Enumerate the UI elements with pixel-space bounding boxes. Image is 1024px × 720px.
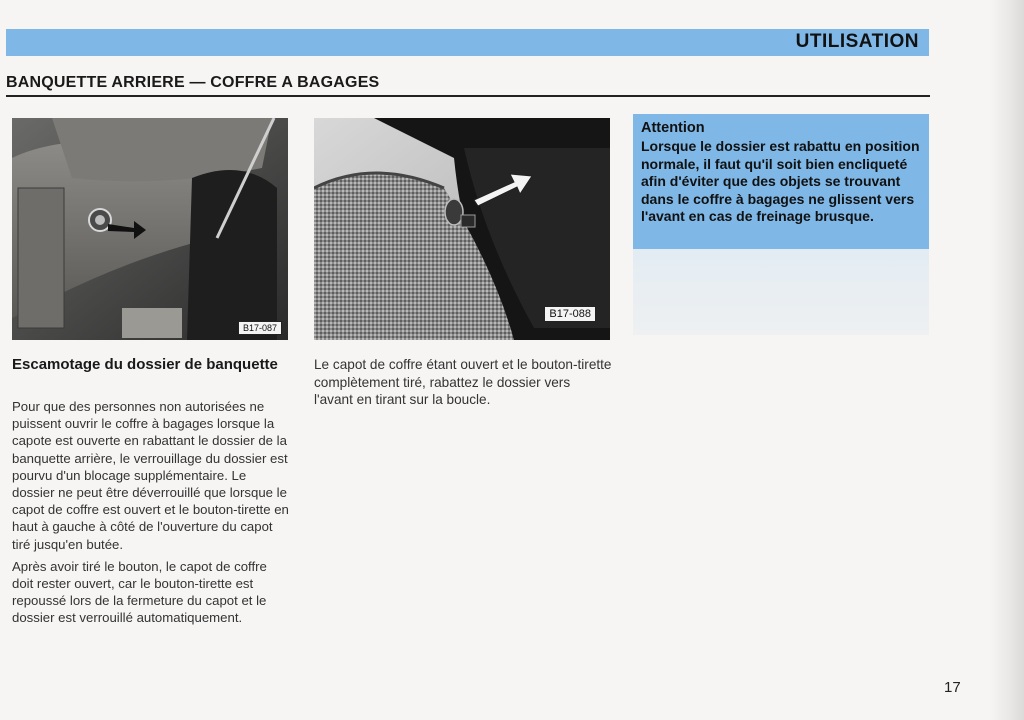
- attention-box: [633, 114, 929, 249]
- page-edge-shadow: [990, 0, 1024, 720]
- attention-box-shadow: [633, 249, 929, 335]
- figure-code: B17-087: [238, 321, 282, 335]
- figure-trunk-release: [12, 118, 288, 340]
- section-header-band: [6, 29, 929, 56]
- paragraph: Après avoir tiré le bouton, le capot de coffre doit rester ouvert, car le bouton-tirette est repoussé lors de la fermeture du capot et le dossier est verrouillé automatiquement.: [12, 558, 267, 626]
- column1-body: [12, 398, 290, 632]
- figure-seat-latch: [314, 118, 610, 340]
- page-number: 17: [944, 679, 961, 696]
- column2-body: Le capot de coffre étant ouvert et le bouton-tirette complètement tiré, rabattez le dossier vers l'avant en tirant sur la boucle.: [314, 357, 612, 407]
- paragraph: Pour que des personnes non autorisées ne puissent ouvrir le coffre à bagages lorsque la capote est ouverte en rabattant le dossier de la banquette arrière, le verrouillage du dossier est pourvu d'un blocage supplémentaire. Le dossier ne peut être déverrouillé que lorsque le capot de coffre est ouvert et le bouton-tirette en haut à gauche à côté de l'ouverture du capot tiré jusqu'en butée.: [12, 399, 289, 552]
- car-trunk-release-button-photo: [12, 118, 288, 340]
- title-divider: [6, 95, 930, 97]
- page-title: BANQUETTE ARRIERE — COFFRE A BAGAGES: [6, 74, 380, 91]
- attention-title: Attention: [641, 120, 705, 136]
- attention-text: Lorsque le dossier est rabattu en position normale, il faut qu'il soit bien encliqueté afin d'éviter que des objets se trouvant dans le coffre à bagages ne glissent vers l'avant en cas de freinage brusque.: [641, 138, 920, 225]
- subsection-heading: Escamotage du dossier de banquette: [12, 356, 278, 373]
- section-label: UTILISATION: [795, 31, 919, 52]
- figure-code: B17-088: [544, 306, 596, 322]
